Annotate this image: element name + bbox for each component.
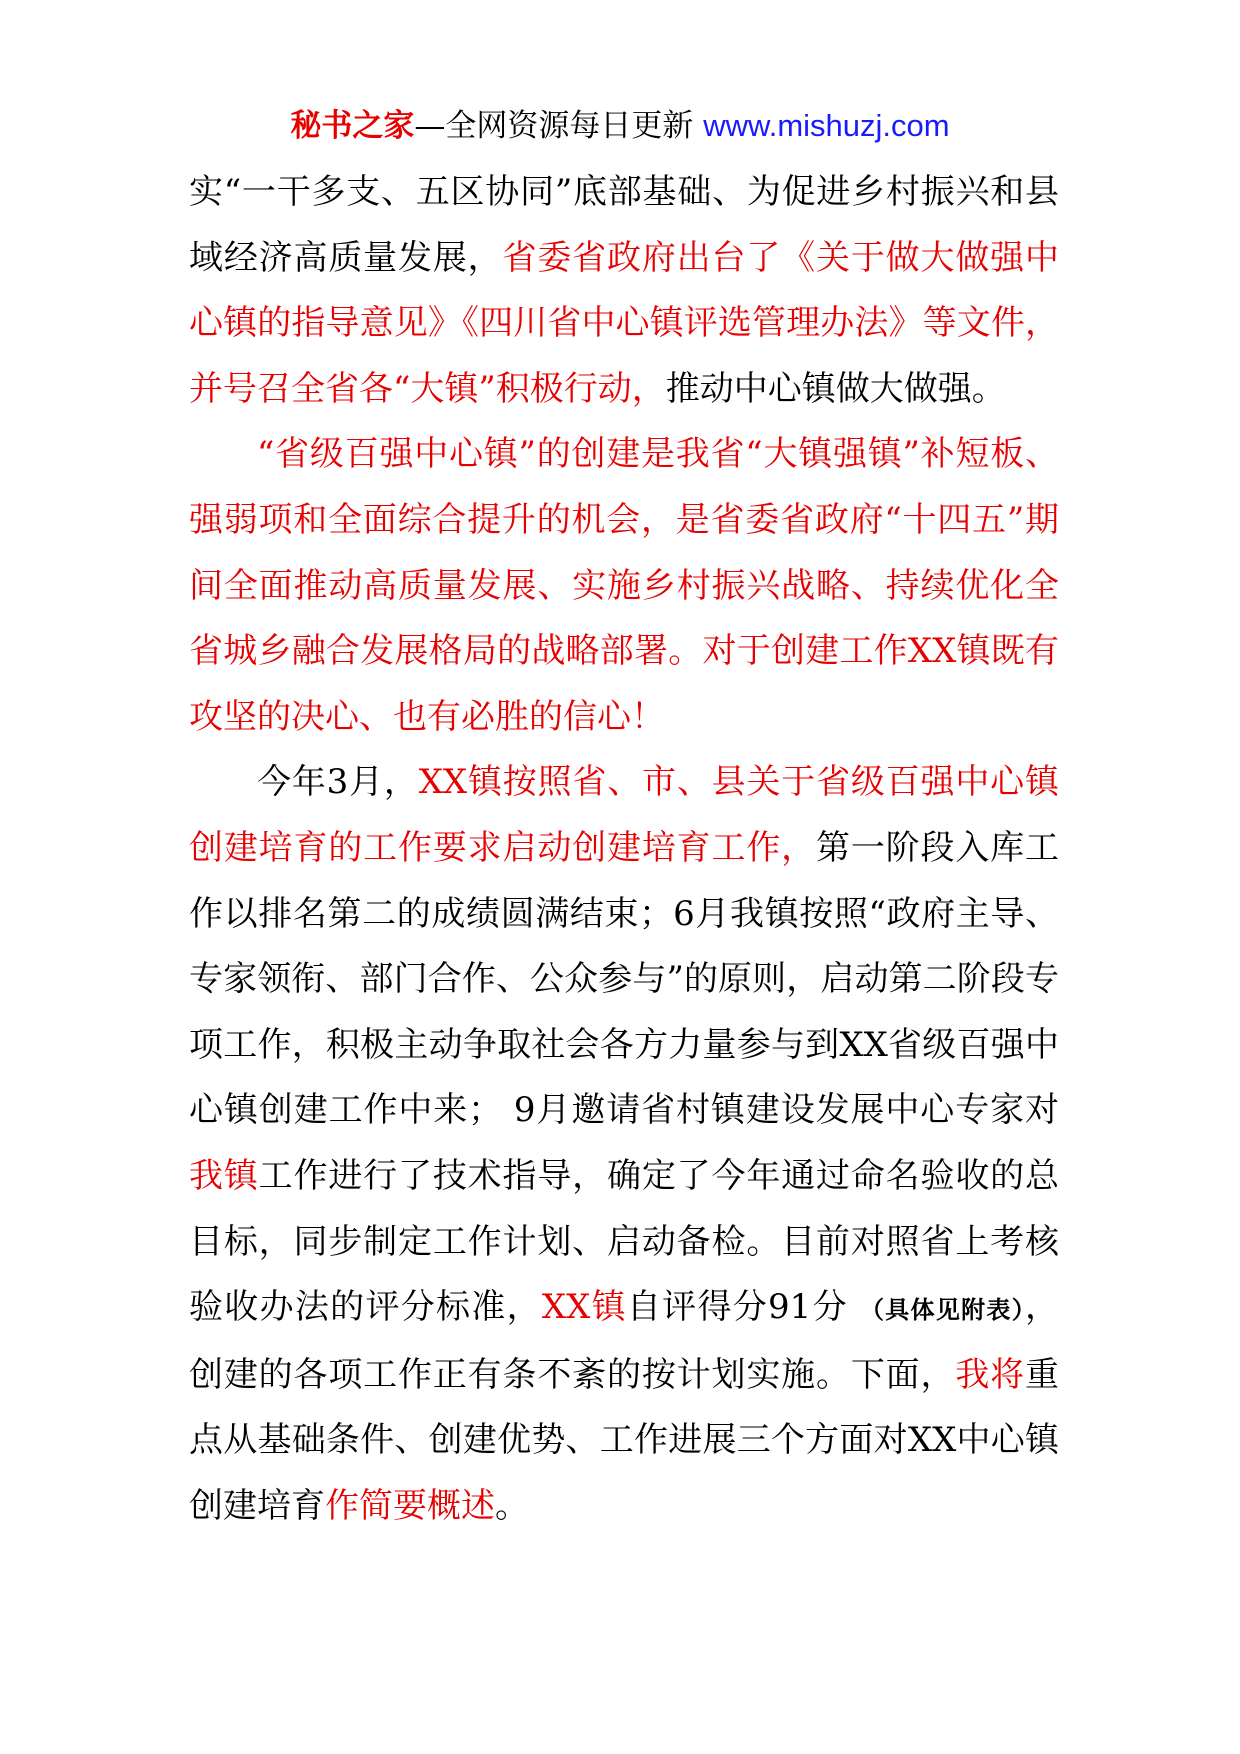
header-url-link[interactable]: www.mishuzj.com xyxy=(703,108,950,143)
text-run-highlighted: 作简要概述 xyxy=(325,1485,495,1526)
text-run-highlighted: 我镇 xyxy=(189,1155,259,1196)
text-run-highlighted: “省级百强中心镇”的创建是我省“大镇强镇”补短板、强弱项和全面综合提升的机会，是省委省政府“十四五”期间全面推动高质量发展、实施乡村振兴战略、持续优化全省城乡融合发展格局的战略部署。对于创建工作XX镇既有攻坚的决心、也有必胜的信心！ xyxy=(189,434,1059,737)
header-slogan: —全网资源每日更新 xyxy=(414,108,704,144)
page-header xyxy=(0,104,1240,148)
document-body xyxy=(189,160,1059,1539)
header-brand: 秘书之家 xyxy=(290,108,415,144)
text-run: ，创建的各项工作正有条不紊的按计划实施。下面， xyxy=(189,1287,1060,1395)
text-run-highlighted: 省委省政府出台了《关于做大做强中心镇的指导意见》《四川省中心镇评选管理办法》等文件，并号召全省各“大镇”积极行动， xyxy=(189,237,1059,409)
text-run: 工作进行了技术指导，确定了今年通过命名验收的总目标，同步制定工作计划、启动备检。目前对照省上考核验收办法的评分标准， xyxy=(189,1155,1060,1328)
text-run: 第一阶段入库工作以排名第二的成绩圆满结束；6月我镇按照“政府主导、专家领衔、部门合作、公众参与”的原则，启动第二阶段专项工作，积极主动争取社会各方力量参与到XX省级百强中心镇创建工作中来； 9月邀请省村镇建设发展中心专家对 xyxy=(189,827,1059,1131)
text-run: 。 xyxy=(495,1485,529,1526)
text-run-highlighted: 我将 xyxy=(955,1354,1026,1395)
paragraph-2 xyxy=(189,422,1059,750)
text-run: 今年3月， xyxy=(257,762,419,803)
text-run: 重点从基础条件、创建优势、工作进展三个方面对XX中心镇创建培育 xyxy=(189,1354,1060,1526)
text-run: 自评得分91分 xyxy=(626,1287,860,1328)
text-run-highlighted: XX镇按照省、市、县关于省级百强中心镇创建培育的工作要求启动创建培育工作， xyxy=(189,762,1059,868)
appendix-note: （具体见附表） xyxy=(859,1295,1026,1325)
paragraph-3 xyxy=(189,750,1059,1539)
paragraph-1 xyxy=(189,160,1059,422)
text-run-highlighted: XX镇 xyxy=(541,1287,627,1328)
text-run: 实“一干多支、五区协同”底部基础、为促进乡村振兴和县域经济高质量发展， xyxy=(189,172,1059,278)
text-run: 推动中心镇做大做强。 xyxy=(665,368,1006,409)
